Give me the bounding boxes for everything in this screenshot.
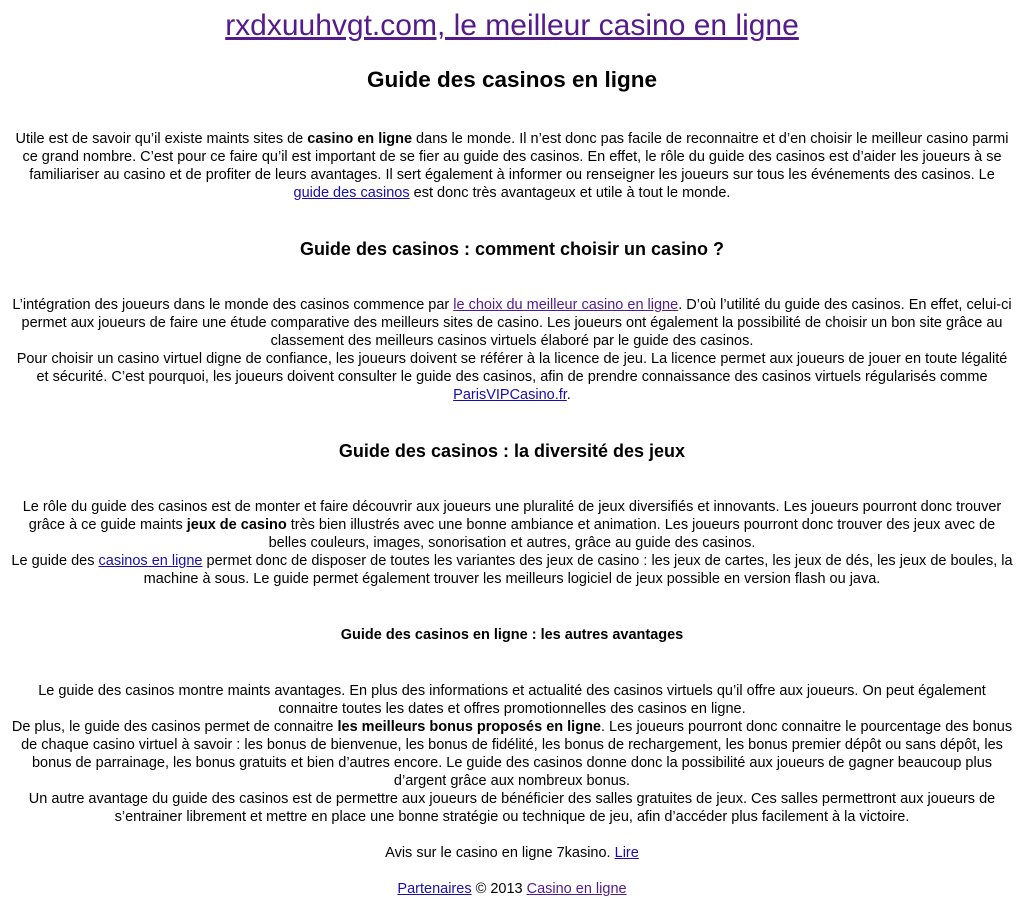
section-heading-diversite: Guide des casinos : la diversité des jeux xyxy=(338,441,686,461)
review-line xyxy=(10,844,1014,862)
copyright-text: © 2013 xyxy=(471,881,527,897)
choisir-text-2: . D’où l’utilité du guide des casinos. En effet, celui-ci permet aux joueurs de faire une étude comparative des meilleurs sites de casino. Les joueurs ont également la possibilité de choisir un bon site grâce au classement des meilleurs casinos virtuels élaboré par le guide des casinos. xyxy=(21,297,1012,349)
choisir-text-3: Pour choisir un casino virtuel digne de confiance, les joueurs doivent se référer à la licence de jeu. La licence permet aux joueurs de jouer en toute légalité et sécurité. C’est pourquoi, les joueurs doivent consulter le guide des casinos, afin de prendre connaissance des casinos virtuels régularisés comme xyxy=(16,351,1008,385)
footer-casino-link[interactable]: Casino en ligne xyxy=(526,881,627,897)
casinos-en-ligne-link[interactable]: casinos en ligne xyxy=(98,553,203,569)
avantages-text-2: De plus, le guide des casinos permet de connaitre xyxy=(11,719,338,735)
intro-text-3: est donc très avantageux et utile à tout le monde. xyxy=(409,185,731,201)
parisvipcasino-link[interactable]: ParisVIPCasino.fr xyxy=(453,387,567,403)
guide-des-casinos-link[interactable]: guide des casinos xyxy=(293,185,410,201)
choisir-text-4: . xyxy=(566,387,571,403)
review-text: Avis sur le casino en ligne 7kasino. xyxy=(385,845,615,861)
diversite-text-1: Le rôle du guide des casinos est de monter et faire découvrir aux joueurs une pluralité de jeux diversifiés et innovants. Les joueurs pourront donc trouver grâce à ce guide maints xyxy=(22,499,1002,533)
site-title-link[interactable]: rxdxuuhvgt.com, le meilleur casino en ligne xyxy=(225,9,799,42)
section-diversite-paragraph xyxy=(10,498,1014,588)
intro-text-1: Utile est de savoir qu’il existe maints sites de xyxy=(15,131,308,147)
footer xyxy=(10,880,1014,898)
diversite-text-4: permet donc de disposer de toutes les variantes des jeux de casino : les jeux de cartes, les jeux de dés, les jeux de boules, la machine à sous. Le guide permet également trouver les meilleurs logiciel de jeux possible en version flash ou java. xyxy=(143,553,1013,587)
avantages-bold-bonus: les meilleurs bonus proposés en ligne xyxy=(337,719,601,735)
section-choisir-paragraph xyxy=(10,296,1014,404)
section-heading-choisir: Guide des casinos : comment choisir un casino ? xyxy=(299,239,725,259)
section-avantages-paragraph xyxy=(10,682,1014,826)
intro-text-2: dans le monde. Il n’est donc pas facile de reconnaitre et d’en choisir le meilleur casino parmi ce grand nombre. C’est pour ce faire qu’il est important de se fier au guide des casinos. En effet, le rôle du guide des casinos est d’aider les joueurs à se familiariser au casino et de profiter de leurs avantages. Il sert également à informer ou renseigner les joueurs sur tous les événements des casinos. Le xyxy=(22,131,1009,183)
diversite-text-3: Le guide des xyxy=(11,553,99,569)
avantages-text-3: . Les joueurs pourront donc connaitre le pourcentage des bonus de chaque casino virtuel à savoir : les bonus de bienvenue, les bonus de fidélité, les bonus de rechargement, les bonus premier dépôt ou sans dépôt, les bonus de parrainage, les bonus gratuits et bien d’autres encore. Le guide des casinos donne donc la possibilité aux joueurs de gagner beaucoup plus d’argent grâce aux nombreux bonus. xyxy=(21,719,1013,789)
diversite-bold-jeux: jeux de casino xyxy=(186,517,287,533)
page xyxy=(0,9,1024,898)
choisir-text-1: L’intégration des joueurs dans le monde des casinos commence par xyxy=(12,297,454,313)
partenaires-link[interactable]: Partenaires xyxy=(397,881,472,897)
intro-bold-casino-en-ligne: casino en ligne xyxy=(307,131,413,147)
page-heading: Guide des casinos en ligne xyxy=(366,67,658,92)
avantages-text-1: Le guide des casinos montre maints avantages. En plus des informations et actualité des casinos virtuels qu’il offre aux joueurs. On peut également connaitre toutes les dates et offres promotionnelles des casinos en ligne. xyxy=(38,683,986,717)
review-read-link[interactable]: Lire xyxy=(614,845,639,861)
meilleur-casino-link[interactable]: le choix du meilleur casino en ligne xyxy=(453,297,679,313)
diversite-text-2: très bien illustrés avec une bonne ambiance et animation. Les joueurs pourront donc trouver des jeux avec de belles couleurs, images, sonorisation et autres, grâce au guide des casinos. xyxy=(268,517,996,551)
avantages-text-4: Un autre avantage du guide des casinos est de permettre aux joueurs de bénéficier des salles gratuites de jeux. Ces salles permettront aux joueurs de s’entrainer librement et mettre en place une bonne stratégie ou technique de jeu, afin d’accéder plus facilement à la victoire. xyxy=(28,791,996,825)
site-title xyxy=(10,9,1014,43)
section-heading-avantages: Guide des casinos en ligne : les autres avantages xyxy=(340,627,684,643)
intro-paragraph xyxy=(10,130,1014,202)
